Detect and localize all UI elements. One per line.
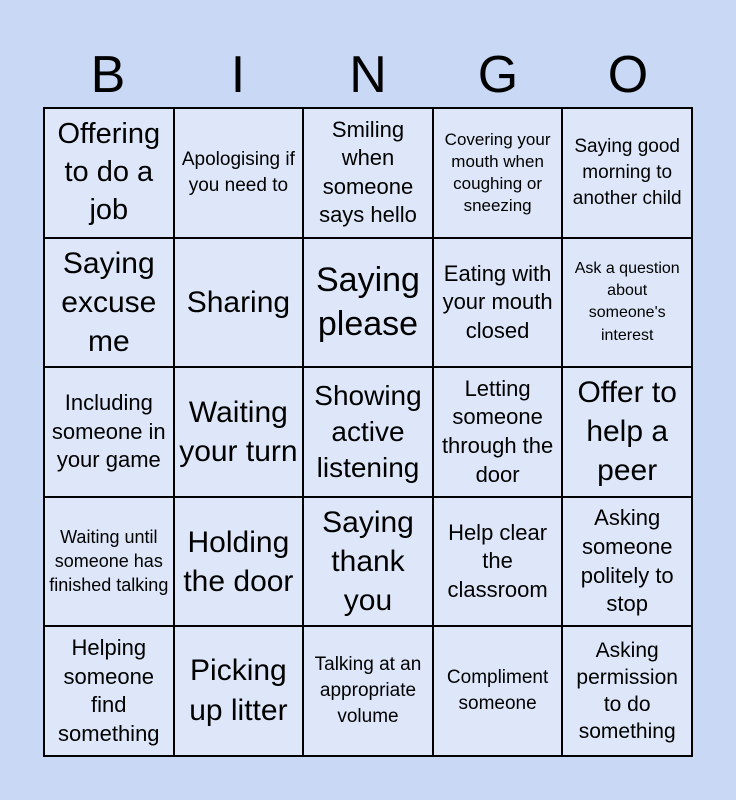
cell-text: Saying excuse me	[61, 246, 157, 358]
bingo-cell[interactable]	[174, 108, 304, 238]
bingo-cell[interactable]	[433, 108, 563, 238]
bingo-cell[interactable]	[433, 238, 563, 368]
cell-text: Offering to do a job	[57, 118, 161, 226]
bingo-cell[interactable]	[562, 367, 692, 497]
bingo-header	[43, 42, 693, 108]
cell-text: Waiting until someone has finished talking	[49, 526, 169, 595]
bingo-cell[interactable]	[174, 367, 304, 497]
bingo-cell[interactable]	[44, 108, 174, 238]
bingo-card	[43, 107, 693, 757]
cell-text: Helping someone find something	[58, 635, 160, 746]
cell-text: Offer to help a peer	[577, 376, 677, 488]
cell-text: Showing active listening	[314, 380, 422, 483]
cell-text: Asking someone politely to stop	[580, 505, 674, 617]
header-letter-g: G	[477, 46, 519, 104]
cell-text: Letting someone through the door	[441, 375, 554, 487]
cell-text: Help clear the classroom	[447, 519, 548, 602]
bingo-cell[interactable]	[303, 238, 433, 368]
cell-text: Sharing	[186, 285, 291, 319]
cell-text: Ask a question about someone's interest	[574, 259, 680, 344]
bingo-cell[interactable]	[433, 367, 563, 497]
cell-text: Covering your mouth when coughing or sneezing	[444, 129, 551, 215]
header-letter-b: B	[90, 46, 126, 104]
cell-text: Saying good morning to another child	[572, 136, 682, 209]
bingo-cell[interactable]	[174, 238, 304, 368]
cell-text: Smiling when someone says hello	[319, 116, 417, 228]
header-letter-n: N	[349, 46, 387, 104]
bingo-cell[interactable]	[44, 367, 174, 497]
bingo-cell[interactable]	[174, 497, 304, 627]
cell-text: Including someone in your game	[51, 390, 166, 473]
bingo-cell[interactable]	[44, 626, 174, 756]
bingo-cell[interactable]	[433, 497, 563, 627]
bingo-cell[interactable]	[562, 108, 692, 238]
bingo-cell[interactable]	[303, 108, 433, 238]
bingo-cell[interactable]	[174, 626, 304, 756]
cell-text: Talking at an appropriate volume	[314, 654, 422, 728]
cell-text: Asking permission to do something	[576, 638, 678, 744]
bingo-cell[interactable]	[562, 238, 692, 368]
cell-text: Holding the door	[183, 525, 294, 598]
cell-text: Saying thank you	[322, 506, 414, 618]
cell-text: Eating with your mouth closed	[442, 260, 553, 343]
bingo-cell[interactable]	[303, 626, 433, 756]
bingo-cell[interactable]	[303, 497, 433, 627]
bingo-cell[interactable]	[44, 497, 174, 627]
bingo-cell[interactable]	[433, 626, 563, 756]
cell-text: Apologising if you need to	[181, 148, 295, 196]
header-letter-o: O	[607, 46, 649, 104]
cell-text: Saying please	[316, 261, 420, 344]
cell-text: Compliment someone	[446, 667, 549, 715]
cell-text: Waiting your turn	[179, 395, 298, 468]
cell-text: Picking up litter	[189, 653, 288, 728]
bingo-cell[interactable]	[44, 238, 174, 368]
header-letter-i: I	[230, 46, 246, 104]
bingo-cell[interactable]	[303, 367, 433, 497]
bingo-cell[interactable]	[562, 497, 692, 627]
bingo-cell[interactable]	[562, 626, 692, 756]
